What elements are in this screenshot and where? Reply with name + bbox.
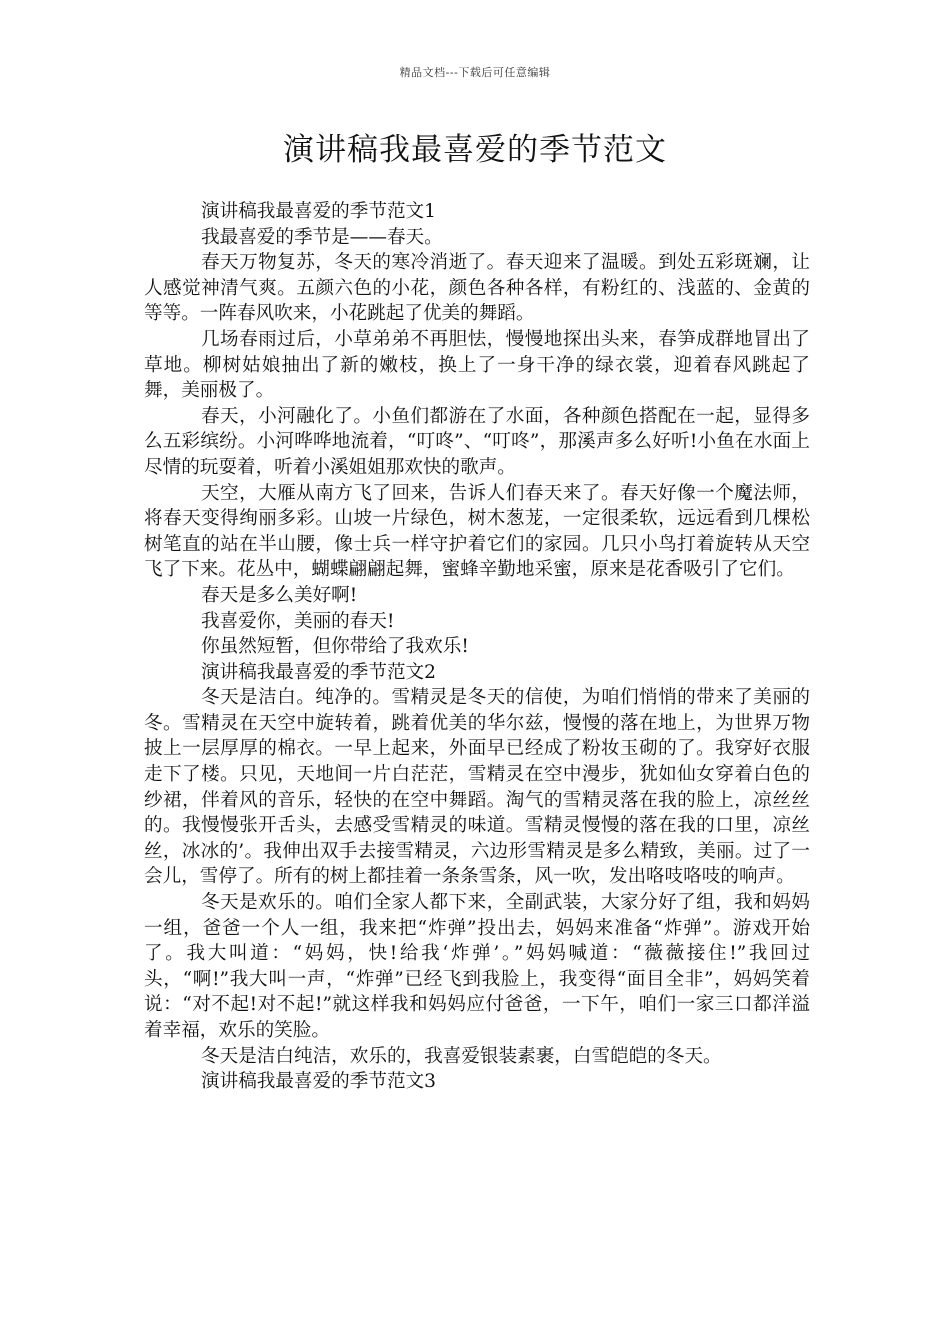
page-header: 精品文档---下载后可任意编辑 — [399, 66, 551, 79]
document-title: 演讲稿我最喜爱的季节范文 — [283, 132, 667, 168]
paragraph: 冬天是洁白纯洁，欢乐的，我喜爱银装素裹，白雪皑皑的冬天。 — [201, 1045, 722, 1067]
paragraph: 春天是多么美好啊! — [201, 584, 358, 606]
section-heading-3: 演讲稿我最喜爱的季节范文3 — [201, 1071, 436, 1093]
paragraph: 天空，大雁从南方飞了回来，告诉人们春天来了。春天好像一个魔法师，将春天变得绚丽多彩。山坡一片绿色，树木葱茏，一定很柔软，远远看到几棵松树笔直的站在半山腰，像士兵一样守护着它们的家园。几只小鸟打着旋转从天空飞了下来。花丛中，蝴蝶翩翩起舞，蜜蜂辛勤地采蜜，原来是花香吸引了它们。 — [144, 482, 810, 581]
document-body — [144, 199, 810, 1095]
paragraph: 几场春雨过后，小草弟弟不再胆怯，慢慢地探出头来，春笋成群地冒出了草地。柳树姑娘抽出了新的嫩枝，换上了一身干净的绿衣裳，迎着春风跳起了舞，美丽极了。 — [144, 328, 810, 402]
paragraph: 冬天是欢乐的。咱们全家人都下来，全副武装，大家分好了组，我和妈妈一组，爸爸一个人一组，我来把“炸弹”投出去，妈妈来准备“炸弹”。游戏开始了。我大叫道：“妈妈，快!给我‘炸弹’。”妈妈喊道：“薇薇接住!”我回过头，“啊!”我大叫一声，“炸弹”已经飞到我脸上，我变得“面目全非”，妈妈笑着说：“对不起!对不起!”就这样我和妈妈应付爸爸，一下午，咱们一家三口都洋溢着幸福，欢乐的笑脸。 — [144, 892, 810, 1041]
paragraph: 春天万物复苏，冬天的寒冷消逝了。春天迎来了温暖。到处五彩斑斓，让人感觉神清气爽。五颜六色的小花，颜色各种各样，有粉红的、浅蓝的、金黄的等等。一阵春风吹来，小花跳起了优美的舞蹈。 — [144, 252, 810, 325]
section-heading-1: 演讲稿我最喜爱的季节范文1 — [201, 201, 436, 222]
section-heading-2: 演讲稿我最喜爱的季节范文2 — [201, 661, 436, 683]
paragraph: 春天，小河融化了。小鱼们都游在了水面，各种颜色搭配在一起，显得多么五彩缤纷。小河哗哗地流着，“叮咚”、“叮咚”，那溪声多么好听!小鱼在水面上尽情的玩耍着，听着小溪姐姐那欢快的歌声。 — [144, 405, 810, 478]
paragraph: 我喜爱你，美丽的春天! — [201, 610, 395, 632]
paragraph: 我最喜爱的季节是——春天。 — [201, 226, 443, 248]
paragraph: 你虽然短暂，但你带给了我欢乐! — [201, 636, 469, 658]
paragraph: 冬天是洁白。纯净的。雪精灵是冬天的信使，为咱们悄悄的带来了美丽的冬。雪精灵在天空中旋转着，跳着优美的华尔兹，慢慢的落在地上，为世界万物披上一层厚厚的棉衣。一早上起来，外面早已经成了粉妆玉砌的了。我穿好衣服走下了楼。只见，天地间一片白茫茫，雪精灵在空中漫步，犹如仙女穿着白色的纱裙，伴着风的音乐，轻快的在空中舞蹈。淘气的雪精灵落在我的脸上，凉丝丝的。我慢慢张开舌头，去感受雪精灵的味道。雪精灵慢慢的落在我的口里，凉丝丝，冰冰的’。我伸出双手去接雪精灵，六边形雪精灵是多么精致，美丽。过了一会儿，雪停了。所有的树上都挂着一条条雪条，风一吹，发出咯吱咯吱的响声。 — [144, 687, 810, 888]
